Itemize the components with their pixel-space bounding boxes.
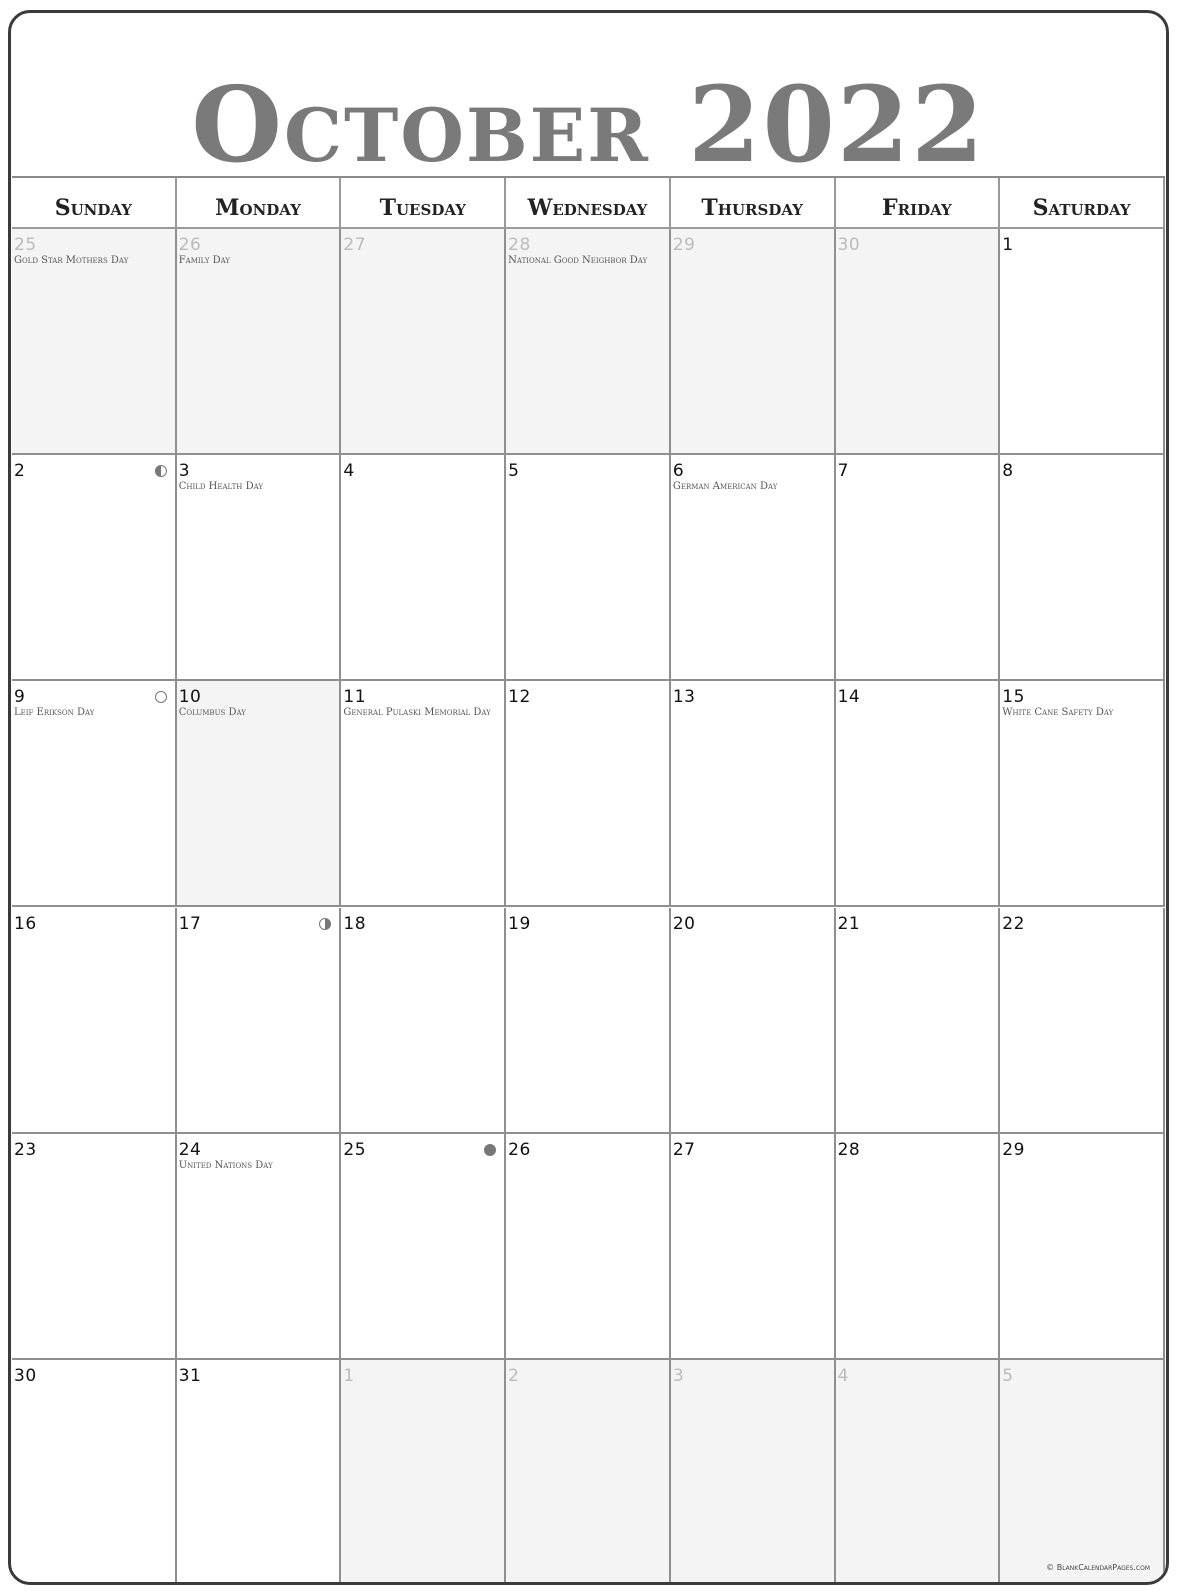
holiday-note: National Good Neighbor Day (508, 255, 648, 266)
weekday-header-wednesday: Wednesday (506, 178, 671, 229)
day-number: 28 (837, 1139, 861, 1160)
day-cell (836, 908, 1001, 1134)
day-number: 24 (178, 1139, 202, 1160)
day-number: 2 (14, 461, 26, 482)
day-cell (341, 455, 506, 681)
day-cell (836, 1360, 1001, 1585)
day-number: 25 (14, 235, 37, 255)
day-cell (12, 681, 177, 907)
day-cell (341, 229, 506, 455)
day-number: 26 (178, 235, 202, 255)
day-number: 23 (14, 1139, 37, 1160)
day-number: 3 (672, 1365, 685, 1386)
day-number: 19 (508, 913, 531, 934)
day-cell (177, 681, 342, 907)
day-cell (341, 908, 506, 1134)
day-cell (1000, 455, 1165, 681)
day-number: 27 (343, 235, 367, 255)
day-cell (671, 1360, 836, 1585)
credit-text: © BlankCalendarPages.com (1046, 1563, 1150, 1572)
day-number: 29 (1002, 1139, 1025, 1160)
day-cell (1000, 681, 1165, 907)
weekday-header-sunday: Sunday (12, 178, 177, 229)
day-number: 30 (837, 235, 861, 255)
day-cell (506, 455, 671, 681)
last-quarter-moon-icon (319, 918, 331, 930)
day-number: 1 (1002, 235, 1014, 255)
day-cell (341, 1134, 506, 1360)
day-number: 26 (508, 1139, 531, 1160)
calendar-sheet (8, 10, 1169, 1585)
day-cell (1000, 1134, 1165, 1360)
day-number: 18 (343, 913, 367, 934)
day-cell (506, 681, 671, 907)
day-number: 1 (343, 1365, 355, 1386)
holiday-note: United Nations Day (178, 1159, 273, 1171)
day-number: 9 (14, 687, 26, 708)
holiday-note: Child Health Day (178, 481, 263, 493)
day-cell (506, 1360, 671, 1585)
full-moon-icon (155, 691, 167, 703)
day-number: 22 (1002, 913, 1025, 934)
day-cell (836, 681, 1001, 907)
weekday-header-tuesday: Tuesday (341, 178, 506, 229)
weekday-header-saturday: Saturday (1000, 178, 1165, 229)
day-number: 5 (508, 461, 520, 482)
day-cell (506, 229, 671, 455)
holiday-note: Gold Star Mothers Day (14, 255, 129, 266)
day-cell (836, 455, 1001, 681)
day-number: 5 (1002, 1365, 1014, 1386)
day-number: 27 (672, 1139, 696, 1160)
day-number: 11 (343, 687, 367, 708)
day-number: 6 (672, 461, 685, 482)
day-cell (1000, 229, 1165, 455)
day-number: 12 (508, 687, 531, 708)
day-number: 28 (508, 235, 531, 255)
holiday-note: German American Day (672, 481, 778, 493)
day-cell (671, 1134, 836, 1360)
calendar-title: October 2022 (191, 63, 986, 186)
day-cell (671, 908, 836, 1134)
day-cell (671, 681, 836, 907)
day-number: 16 (14, 913, 37, 934)
day-number: 4 (343, 461, 355, 482)
day-cell (177, 455, 342, 681)
holiday-note: Columbus Day (178, 707, 246, 719)
day-number: 7 (837, 461, 849, 482)
day-number: 4 (837, 1365, 849, 1386)
holiday-note: Family Day (178, 255, 231, 266)
day-number: 25 (343, 1139, 367, 1160)
day-number: 31 (178, 1365, 202, 1386)
day-number: 30 (14, 1365, 37, 1386)
weekday-header-friday: Friday (836, 178, 1001, 229)
day-number: 14 (837, 687, 861, 708)
day-number: 13 (672, 687, 696, 708)
day-cell (836, 229, 1001, 455)
day-cell (177, 908, 342, 1134)
day-number: 15 (1002, 687, 1025, 708)
day-number: 2 (508, 1365, 520, 1386)
holiday-note: Leif Erikson Day (14, 707, 95, 719)
weekday-header-monday: Monday (177, 178, 342, 229)
first-quarter-moon-icon (155, 465, 167, 477)
day-cell (1000, 908, 1165, 1134)
calendar-grid (12, 176, 1165, 1585)
holiday-note: General Pulaski Memorial Day (343, 707, 491, 719)
day-cell (177, 229, 342, 455)
day-cell (12, 1134, 177, 1360)
day-number: 10 (178, 687, 202, 708)
day-cell (12, 455, 177, 681)
day-cell (12, 908, 177, 1134)
day-cell (341, 1360, 506, 1585)
day-cell (1000, 1360, 1165, 1585)
day-number: 8 (1002, 461, 1014, 482)
day-number: 29 (672, 235, 696, 255)
day-cell (836, 1134, 1001, 1360)
day-number: 20 (672, 913, 696, 934)
new-moon-icon (484, 1144, 496, 1156)
day-number: 3 (178, 461, 191, 482)
day-cell (506, 908, 671, 1134)
day-cell (671, 229, 836, 455)
weekday-header-thursday: Thursday (671, 178, 836, 229)
day-cell (177, 1360, 342, 1585)
day-cell (341, 681, 506, 907)
weekday-header-row (12, 178, 1165, 229)
day-cell (12, 1360, 177, 1585)
day-number: 17 (178, 913, 202, 934)
day-number: 21 (837, 913, 861, 934)
day-cell (506, 1134, 671, 1360)
holiday-note: White Cane Safety Day (1002, 707, 1114, 719)
day-cell (177, 1134, 342, 1360)
day-cell (671, 455, 836, 681)
day-cell (12, 229, 177, 455)
